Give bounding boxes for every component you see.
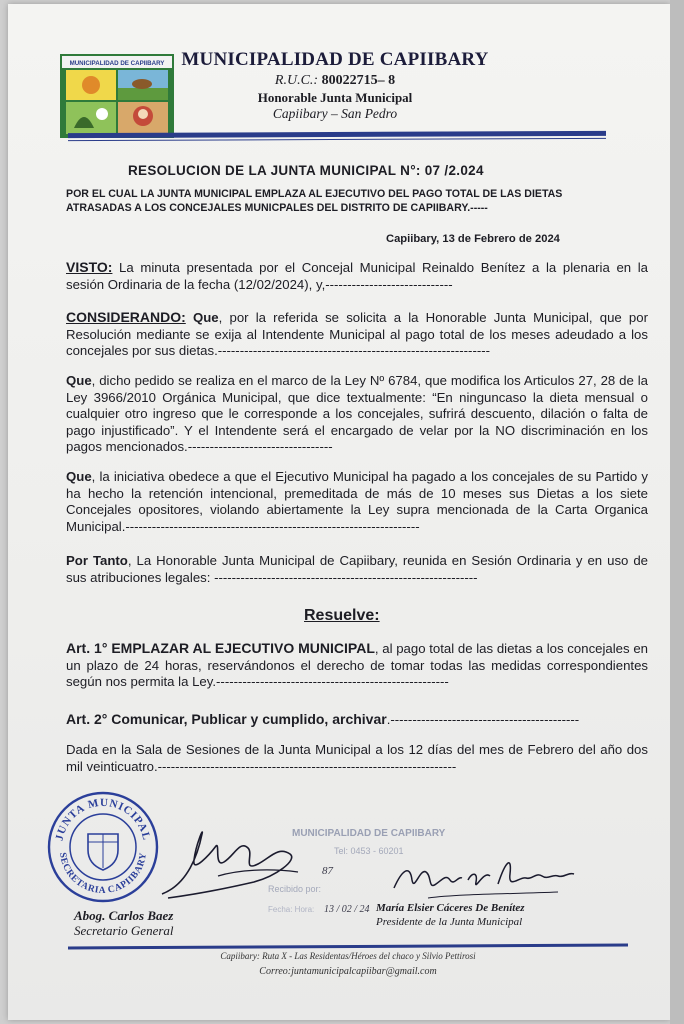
article-1-text: , al pago total de las dietas a los concejales en un plazo de 24 horas, reservándonos el derecho de tomar todas las medidas correspondientes según nos permita la Ley.----------------------------------------------------- xyxy=(66,641,648,689)
junta-name: Honorable Junta Municipal xyxy=(257,90,413,105)
header-rule-thin xyxy=(68,138,606,141)
stamp-title: MUNICIPALIDAD DE CAPIIBARY xyxy=(292,828,446,839)
ruc-label: R.U.C.: xyxy=(274,73,319,88)
stamp-number: 87 xyxy=(322,865,333,877)
que2-label: Que xyxy=(66,373,92,388)
seal-bottom-text: SECRETARIA CAPIIBARY xyxy=(57,851,150,897)
article-1-head: Art. 1° EMPLAZAR AL EJECUTIVO MUNICIPAL xyxy=(66,640,375,656)
secretary-role: Secretario General xyxy=(74,923,174,938)
seal-top-text: JUNTA MUNICIPAL xyxy=(53,796,153,842)
dada-paragraph: Dada en la Sala de Sesiones de la Junta Municipal a los 12 días del mes de Febrero del año dos mil veinticuatro.-------------------------------------------------------------------- xyxy=(66,742,648,774)
que3-paragraph xyxy=(66,469,648,535)
considerando-label: CONSIDERANDO: xyxy=(66,309,186,325)
header-rule xyxy=(68,131,606,138)
visto-text: La minuta presentada por el Concejal Municipal Reinaldo Benítez a la plenaria en la sesión Ordinaria de la fecha (12/02/2024), y,----------------------------- xyxy=(66,260,648,292)
que2-text: , dicho pedido se realiza en el marco de la Ley Nº 6784, que modifica los Articulos 27, 28 de la Ley 3966/2010 Orgánica Municipal, que dice textualmente: “En ninguncaso la dieta mensual o cualquier otro ingreso que le corresponde a los concejales, sufrirá descuento, dilación o falta de pago injustificado”. Y el Intendente será el encargado de velar por la NO discriminación en los pagos mencionados.--------------------------------- xyxy=(66,373,648,454)
resuelve-heading: Resuelve: xyxy=(304,607,380,624)
que3-label: Que xyxy=(66,469,92,484)
municipality-title: MUNICIPALIDAD DE CAPIIBARY xyxy=(181,49,489,70)
stamp-date: 13 / 02 / 24 xyxy=(324,904,370,915)
page-edge-shadow xyxy=(670,0,684,1024)
article-1 xyxy=(66,640,648,691)
article-2-head: Art. 2° Comunicar, Publicar y cumplido, archivar xyxy=(66,711,387,727)
secretary-name: Abog. Carlos Baez xyxy=(74,908,174,923)
portanto-label: Por Tanto xyxy=(66,553,128,568)
president-signature xyxy=(388,850,578,910)
municipal-crest-logo xyxy=(60,54,174,138)
resolution-subject: POR EL CUAL LA JUNTA MUNICIPAL EMPLAZA AL EJECUTIVO DEL PAGO TOTAL DE LAS DIETAS ATRASADAS A LOS CONCEJALES MUNICPALES DEL DISTRITO DE CAPIIBARY.----- xyxy=(66,188,563,214)
footer-address: Capiibary: Ruta X - Las Residentas/Héroes del chaco y Silvio Pettirosi xyxy=(220,951,476,961)
footer-rule xyxy=(68,944,628,950)
resolution-title: RESOLUCION DE LA JUNTA MUNICIPAL N°: 07 /2.024 xyxy=(128,163,484,178)
ruc-number: 80022715– 8 xyxy=(321,73,396,88)
stamp-fecha-hora: Fecha: Hora: xyxy=(268,905,315,914)
president-role: Presidente de la Junta Municipal xyxy=(376,916,523,928)
crest-label: MUNICIPALIDAD DE CAPIIBARY xyxy=(69,60,165,67)
visto-label: VISTO: xyxy=(66,259,113,275)
city-name: Capiibary – San Pedro xyxy=(272,106,398,121)
ruc-line xyxy=(180,73,490,89)
president-name: María Elsier Cáceres De Benítez xyxy=(376,902,525,914)
considerando-text: , por la referida se solicita a la Honorable Junta Municipal, que por Resolución mediante se exija al Intendente Municipal al pago total de los meses adeudado a los concejales por sus dietas.-------------------------------------------------------------- xyxy=(66,310,648,358)
footer-email: Correo:juntamunicipalcapiibar@gmail.com xyxy=(259,966,437,977)
article-2-text: .------------------------------------------- xyxy=(386,712,580,727)
article-2 xyxy=(66,711,648,729)
portanto-text: , La Honorable Junta Municipal de Capiibary, reunida en Sesión Ordinaria y en uso de sus atribuciones legales: ------------------------------------------------------------ xyxy=(66,553,649,585)
visto-paragraph xyxy=(66,259,648,293)
considerando-que: Que xyxy=(185,310,219,325)
secretary-signature xyxy=(158,824,308,902)
junta-seal-stamp xyxy=(46,790,160,904)
document-page xyxy=(8,4,670,1020)
que3-text: , la iniciativa obedece a que el Ejecutivo Municipal ha pagado a los concejales de su Partido y ha hecho la retención intencional, premeditada de más de 10 meses sus Dietas a los siete Concejales opositores, violando abiertamente la Ley supra mencionada de la Carta Organica Municipal.------------------------------------------------------------------- xyxy=(66,469,648,534)
stamp-tel: Tel: 0453 - 60201 xyxy=(334,846,404,856)
que2-paragraph xyxy=(66,373,648,456)
considerando-paragraph xyxy=(66,309,648,360)
resolution-date: Capiibary, 13 de Febrero de 2024 xyxy=(386,233,560,245)
stamp-recibido: Recibido por: xyxy=(268,884,322,894)
portanto-paragraph xyxy=(66,553,648,586)
